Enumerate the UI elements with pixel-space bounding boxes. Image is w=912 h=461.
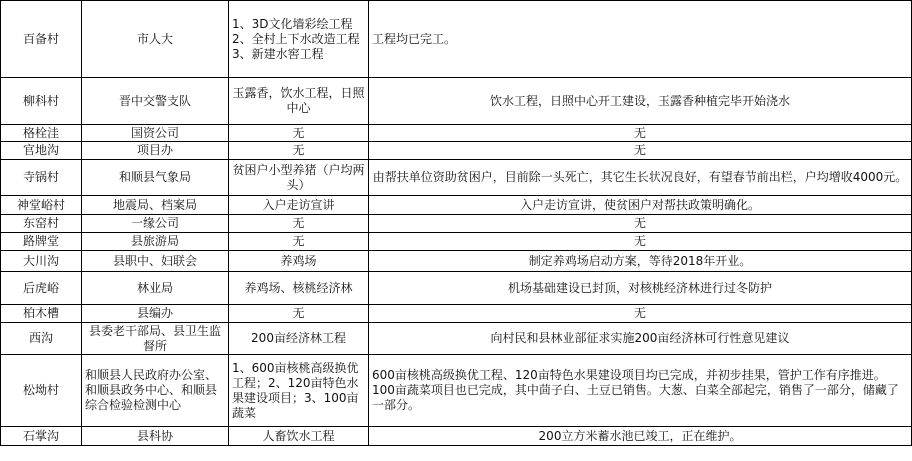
project-cell: 养鸡场 — [229, 251, 369, 272]
unit-cell: 县科协 — [82, 427, 229, 446]
project-cell: 无 — [229, 233, 369, 251]
village-cell: 神堂峪村 — [1, 196, 82, 215]
table-row — [1, 305, 912, 323]
table-row — [1, 233, 912, 251]
progress-cell: 600亩核桃高级换优工程、120亩特色水果建设项目均已完成，并初步挂果，管护工作有序推进。100亩蔬菜项目也已完成，其中茴子白、土豆已销售。大葱、白菜全部起完，销售了一部分，储藏了一部分。 — [369, 355, 912, 427]
progress-cell: 无 — [369, 125, 912, 142]
unit-cell: 地震局、档案局 — [82, 196, 229, 215]
table-row — [1, 78, 912, 125]
unit-cell: 县编办 — [82, 305, 229, 323]
project-cell: 1、600亩核桃高级换优工程；2、120亩特色水果建设项目；3、100亩蔬菜 — [229, 355, 369, 427]
unit-cell: 县职中、妇联会 — [82, 251, 229, 272]
progress-cell: 无 — [369, 142, 912, 160]
unit-cell: 林业局 — [82, 272, 229, 305]
table-row — [1, 160, 912, 196]
village-cell: 格栓洼 — [1, 125, 82, 142]
project-cell: 无 — [229, 215, 369, 233]
village-cell: 东窑村 — [1, 215, 82, 233]
progress-cell: 饮水工程，日照中心开工建设，玉露香种植完毕开始浇水 — [369, 78, 912, 125]
project-cell: 200亩经济林工程 — [229, 323, 369, 355]
table-row — [1, 125, 912, 142]
unit-cell: 县旅游局 — [82, 233, 229, 251]
village-cell: 石掌沟 — [1, 427, 82, 446]
table-row — [1, 323, 912, 355]
table-row — [1, 142, 912, 160]
progress-cell: 制定养鸡场启动方案，等待2018年开业。 — [369, 251, 912, 272]
progress-cell: 向村民和县林业部征求实施200亩经济林可行性意见建议 — [369, 323, 912, 355]
unit-cell: 和顺县气象局 — [82, 160, 229, 196]
table-row — [1, 1, 912, 78]
table-row — [1, 251, 912, 272]
table-row — [1, 427, 912, 446]
project-cell: 玉露香，饮水工程，日照中心 — [229, 78, 369, 125]
project-cell: 无 — [229, 142, 369, 160]
unit-cell: 晋中交警支队 — [82, 78, 229, 125]
project-cell: 贫困户小型养猪（户均两头） — [229, 160, 369, 196]
progress-cell: 200立方米蓄水池已竣工，正在维护。 — [369, 427, 912, 446]
project-cell: 入户走访宣讲 — [229, 196, 369, 215]
project-cell: 无 — [229, 305, 369, 323]
village-cell: 柳科村 — [1, 78, 82, 125]
progress-cell: 入户走访宣讲，使贫困户对帮扶政策明确化。 — [369, 196, 912, 215]
village-cell: 西沟 — [1, 323, 82, 355]
village-cell: 柏木槽 — [1, 305, 82, 323]
unit-cell: 县委老干部局、县卫生监督所 — [82, 323, 229, 355]
progress-cell: 无 — [369, 305, 912, 323]
progress-cell: 由帮扶单位资助贫困户，目前除一头死亡，其它生长状况良好，有望春节前出栏，户均增收4000元。 — [369, 160, 912, 196]
table-row — [1, 215, 912, 233]
village-cell: 官地沟 — [1, 142, 82, 160]
table-row — [1, 355, 912, 427]
village-cell: 后虎峪 — [1, 272, 82, 305]
unit-cell: 市人大 — [82, 1, 229, 78]
village-cell: 路牌堂 — [1, 233, 82, 251]
project-cell: 无 — [229, 125, 369, 142]
table-row — [1, 272, 912, 305]
village-cell: 寺锅村 — [1, 160, 82, 196]
progress-cell: 工程均已完工。 — [369, 1, 912, 78]
table-row — [1, 196, 912, 215]
village-cell: 松坳村 — [1, 355, 82, 427]
unit-cell: 和顺县人民政府办公室、和顺县政务中心、和顺县综合检验检测中心 — [82, 355, 229, 427]
project-cell: 1、3D文化墙彩绘工程 2、全村上下水改造工程 3、新建水窖工程 — [229, 1, 369, 78]
project-cell: 人畜饮水工程 — [229, 427, 369, 446]
unit-cell: 国资公司 — [82, 125, 229, 142]
project-cell: 养鸡场、核桃经济林 — [229, 272, 369, 305]
village-cell: 大川沟 — [1, 251, 82, 272]
unit-cell: 项目办 — [82, 142, 229, 160]
unit-cell: 一缘公司 — [82, 215, 229, 233]
village-cell: 百备村 — [1, 1, 82, 78]
progress-cell: 机场基础建设已封顶，对核桃经济林进行过冬防护 — [369, 272, 912, 305]
progress-cell: 无 — [369, 233, 912, 251]
progress-cell: 无 — [369, 215, 912, 233]
